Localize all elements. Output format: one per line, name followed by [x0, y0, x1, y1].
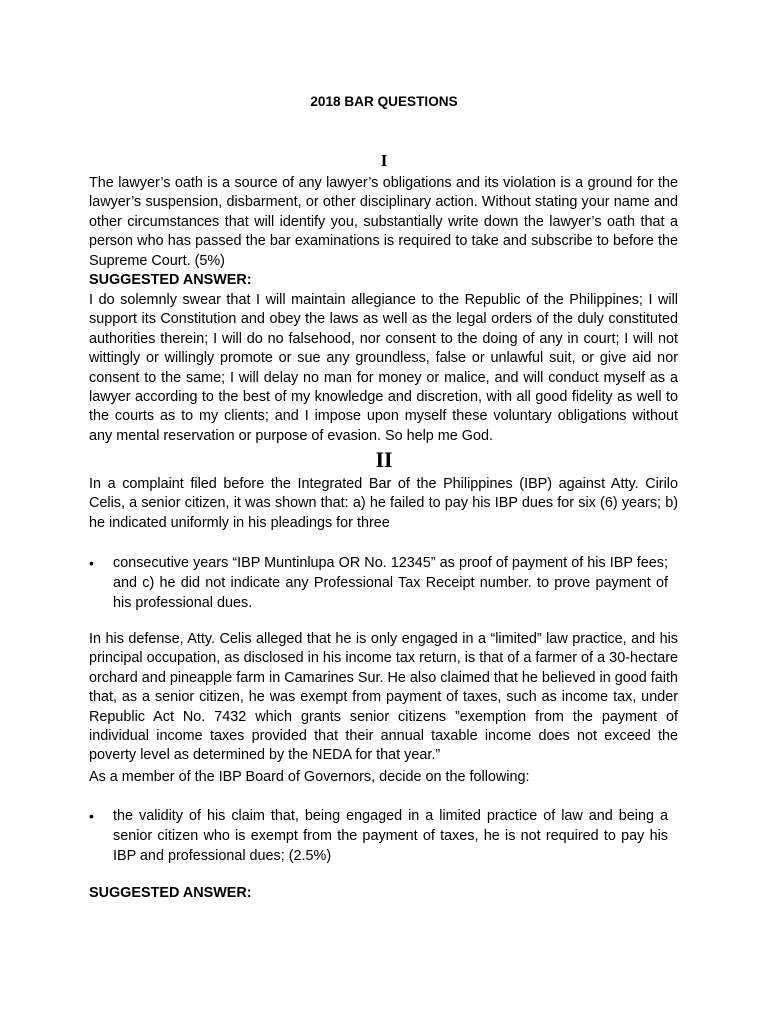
question-2-intro: In a complaint filed before the Integrated Bar of the Philippines (IBP) against Atty. Cirilo Celis, a senior citizen, it was shown that: a) he failed to pay his IBP dues for six (6) years; b) he indicated uniformly in his pleadings for three: [89, 476, 678, 531]
question-1-answer-text: I do solemnly swear that I will maintain allegiance to the Republic of the Philippines; I will support its Constitution and obey the laws as well as the legal orders of the duly constituted authorities therein; I will do no falsehood, nor consent to the doing of any in court; I will not wittingly or willingly promote or sue any groundless, false or unlawful suit, or give aid nor consent to the same; I will delay no man for money or malice, and will conduct myself as a lawyer according to the best of my knowledge and discretion, with all good fidelity as well to the courts as to my clients; and I impose upon myself these voluntary obligations without any mental reservation or purpose of evasion. So help me God.: [89, 292, 678, 444]
question-1-numeral: I: [380, 151, 388, 170]
document-title: 2018 BAR QUESTIONS: [310, 94, 458, 109]
bullet-icon: •: [89, 555, 94, 571]
question-1-text: The lawyer’s oath is a source of any lawyer’s obligations and its violation is a ground for the lawyer’s suspension, disbarment, or other disciplinary action. Without stating your name and other circumstances that will identify you, substantially write down the lawyer’s oath that a person who has passed the bar examinations is required to take and subscribe to before the Supreme Court. (5%): [89, 175, 678, 269]
question-2-numeral: II: [375, 447, 393, 472]
question-2-defense: In his defense, Atty. Celis alleged that he is only engaged in a “limited” law practice, and his principal occupation, as disclosed in his income tax return, is that of a farmer of a 30-hectare orchard and pineapple farm in Camarines Sur. He also claimed that he believed in good faith that, as a senior citizen, he was exempt from payment of taxes, such as income tax, under Republic Act No. 7432 which grants senior citizens ”exemption from the payment of individual income taxes provided that their annual taxable income does not exceed the poverty level as determined by the NEDA for that year.”: [89, 631, 678, 764]
question-1-answer-heading: SUGGESTED ANSWER:: [89, 272, 252, 288]
bullet-item-text: the validity of his claim that, being engaged in a limited practice of law and being a senior citizen who is exempt from the payment of taxes, he is not required to pay his IBP and professional dues; (2.5%): [113, 808, 668, 864]
question-2-answer-heading: SUGGESTED ANSWER:: [89, 885, 252, 901]
bullet-icon: •: [89, 808, 94, 824]
question-2-instruction: As a member of the IBP Board of Governors, decide on the following:: [89, 769, 530, 785]
bullet-item-text: consecutive years “IBP Muntinlupa OR No. 12345” as proof of payment of his IBP fees; and c) he did not indicate any Professional Tax Receipt number. to prove payment of his professional dues.: [113, 555, 668, 611]
